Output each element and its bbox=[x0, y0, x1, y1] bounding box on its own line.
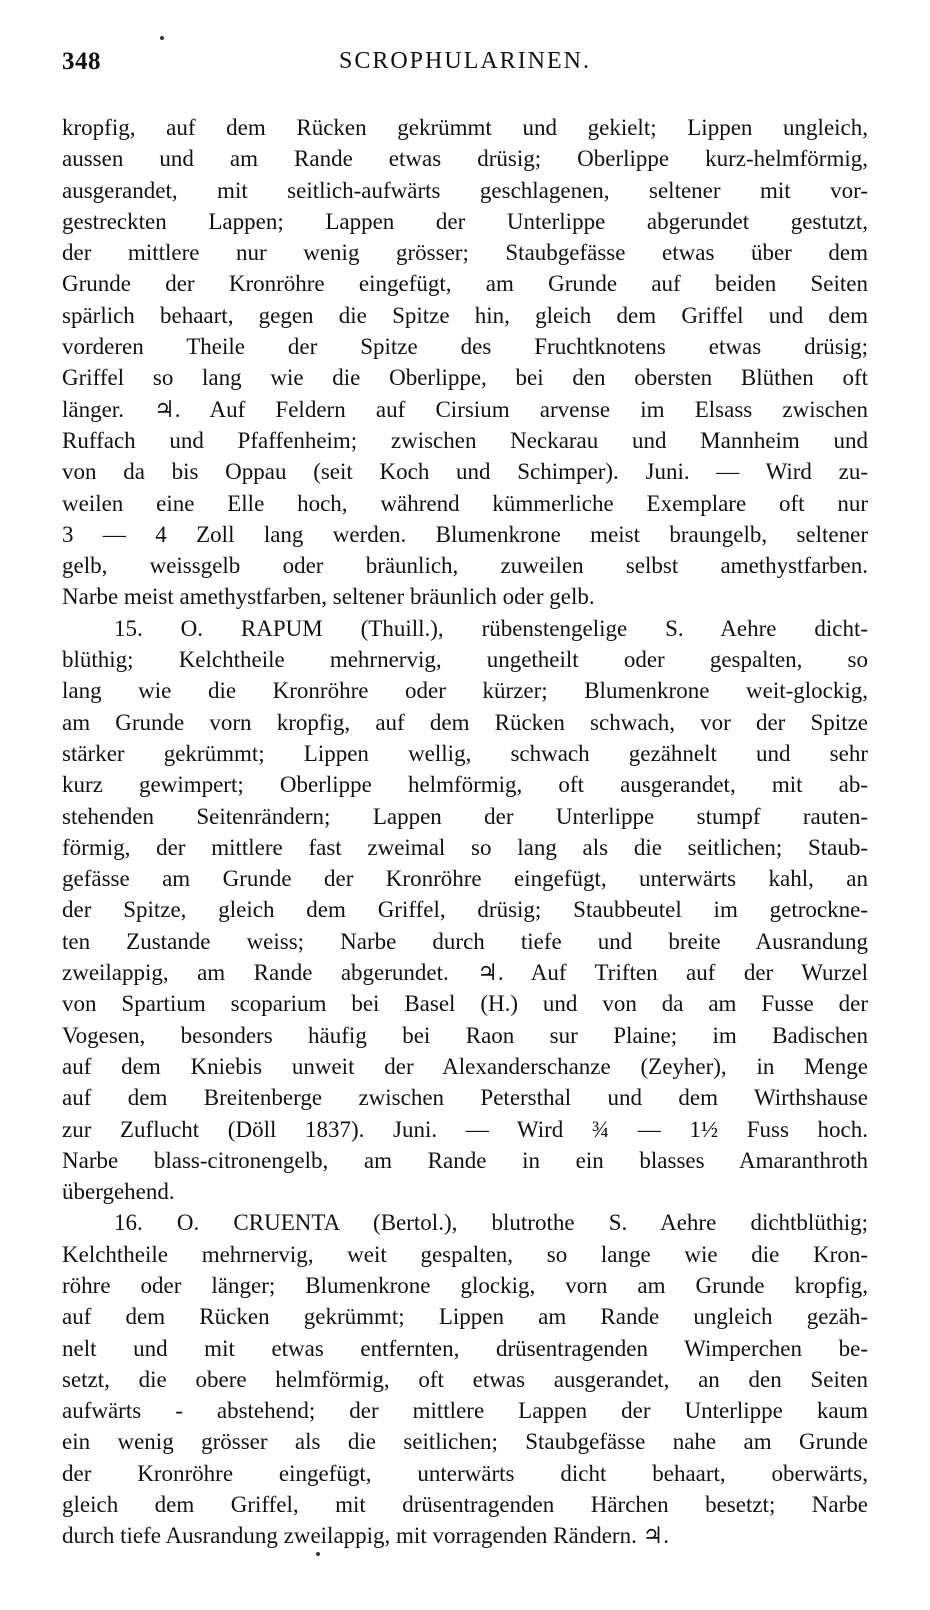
text-line: nelt und mit etwas entfernten, drüsentragenden Wimperchen be- bbox=[62, 1335, 868, 1361]
running-head: SCROPHULARINEN. bbox=[338, 48, 592, 74]
text-line: auf dem Breitenberge zwischen Petersthal und dem Wirthshause bbox=[62, 1085, 868, 1111]
text-line: setzt, die obere helmförmig, oft etwas ausgerandet, an den Seiten bbox=[62, 1366, 868, 1392]
text-line: am Grunde vorn kropfig, auf dem Rücken schwach, vor der Spitze bbox=[62, 709, 868, 735]
text-line: von Spartium scoparium bei Basel (H.) und von da am Fusse der bbox=[62, 991, 868, 1017]
text-line: Kelchtheile mehrnervig, weit gespalten, so lange wie die Kron- bbox=[62, 1241, 868, 1267]
text-line: vorderen Theile der Spitze des Fruchtknotens etwas drüsig; bbox=[62, 334, 868, 360]
text-line: stehenden Seitenrändern; Lappen der Unterlippe stumpf rauten- bbox=[62, 803, 868, 829]
page-header bbox=[62, 48, 868, 88]
print-speck bbox=[160, 36, 164, 40]
text-line: durch tiefe Ausrandung zweilappig, mit vorragenden Rändern. ♃. bbox=[62, 1523, 669, 1549]
text-line: 3 — 4 Zoll lang werden. Blumenkrone meist braungelb, seltener bbox=[62, 521, 868, 547]
text-line: gestreckten Lappen; Lappen der Unterlippe abgerundet gestutzt, bbox=[62, 208, 868, 234]
text-line: Narbe blass-citronengelb, am Rande in ein blasses Amaranthroth bbox=[62, 1147, 868, 1173]
text-line: von da bis Oppau (seit Koch und Schimper). Juni. — Wird zu- bbox=[62, 459, 868, 485]
text-line: auf dem Rücken gekrümmt; Lippen am Rande ungleich gezäh- bbox=[62, 1304, 868, 1330]
text-line: aussen und am Rande etwas drüsig; Oberlippe kurz-helmförmig, bbox=[62, 146, 868, 172]
text-line: lang wie die Kronröhre oder kürzer; Blumenkrone weit-glockig, bbox=[62, 678, 868, 704]
text-line: Ruffach und Pfaffenheim; zwischen Neckarau und Mannheim und bbox=[62, 427, 868, 453]
text-line: übergehend. bbox=[62, 1179, 175, 1205]
text-line: blüthig; Kelchtheile mehrnervig, ungetheilt oder gespalten, so bbox=[62, 647, 868, 673]
text-line: kurz gewimpert; Oberlippe helmförmig, oft ausgerandet, mit ab- bbox=[62, 772, 868, 798]
species-heading-line: 15. O. RAPUM (Thuill.), rübenstengelige S. Aehre dicht- bbox=[114, 615, 868, 641]
text-line: länger. ♃. Auf Feldern auf Cirsium arvense im Elsass zwischen bbox=[62, 396, 868, 422]
text-line: Grunde der Kronröhre eingefügt, am Grunde auf beiden Seiten bbox=[62, 271, 868, 297]
text-line: gelb, weissgelb oder bräunlich, zuweilen selbst amethystfarben. bbox=[62, 553, 868, 579]
text-line: aufwärts - abstehend; der mittlere Lappen der Unterlippe kaum bbox=[62, 1398, 868, 1424]
print-speck bbox=[316, 1552, 320, 1556]
text-line: förmig, der mittlere fast zweimal so lang als die seitlichen; Staub- bbox=[62, 834, 868, 860]
text-line: spärlich behaart, gegen die Spitze hin, gleich dem Griffel und dem bbox=[62, 302, 868, 328]
text-line: ten Zustande weiss; Narbe durch tiefe und breite Ausrandung bbox=[62, 928, 868, 954]
text-line: stärker gekrümmt; Lippen wellig, schwach gezähnelt und sehr bbox=[62, 740, 868, 766]
text-line: Narbe meist amethystfarben, seltener bräunlich oder gelb. bbox=[62, 584, 595, 610]
text-line: der Kronröhre eingefügt, unterwärts dicht behaart, oberwärts, bbox=[62, 1460, 868, 1486]
text-line: der Spitze, gleich dem Griffel, drüsig; Staubbeutel im getrockne- bbox=[62, 897, 868, 923]
text-line: zur Zuflucht (Döll 1837). Juni. — Wird ¾ — 1½ Fuss hoch. bbox=[62, 1116, 868, 1142]
text-line: Griffel so lang wie die Oberlippe, bei den obersten Blüthen oft bbox=[62, 365, 868, 391]
text-line: der mittlere nur wenig grösser; Staubgefässe etwas über dem bbox=[62, 240, 868, 266]
text-line: weilen eine Elle hoch, während kümmerliche Exemplare oft nur bbox=[62, 490, 868, 516]
text-line: gefässe am Grunde der Kronröhre eingefügt, unterwärts kahl, an bbox=[62, 866, 868, 892]
body-text bbox=[62, 112, 868, 1552]
text-line: Vogesen, besonders häufig bei Raon sur Plaine; im Badischen bbox=[62, 1022, 868, 1048]
text-line: gleich dem Griffel, mit drüsentragenden Härchen besetzt; Narbe bbox=[62, 1492, 868, 1518]
text-line: ein wenig grösser als die seitlichen; Staubgefässe nahe am Grunde bbox=[62, 1429, 868, 1455]
text-line: auf dem Kniebis unweit der Alexanderschanze (Zeyher), in Menge bbox=[62, 1053, 868, 1079]
text-line: zweilappig, am Rande abgerundet. ♃. Auf Triften auf der Wurzel bbox=[62, 960, 868, 986]
text-line: kropfig, auf dem Rücken gekrümmt und gekielt; Lippen ungleich, bbox=[62, 115, 868, 140]
text-line: röhre oder länger; Blumenkrone glockig, vorn am Grunde kropfig, bbox=[62, 1272, 868, 1298]
page-number: 348 bbox=[62, 48, 101, 75]
text-line: ausgerandet, mit seitlich-aufwärts geschlagenen, seltener mit vor- bbox=[62, 177, 868, 203]
species-heading-line: 16. O. CRUENTA (Bertol.), blutrothe S. Aehre dichtblüthig; bbox=[114, 1210, 868, 1236]
